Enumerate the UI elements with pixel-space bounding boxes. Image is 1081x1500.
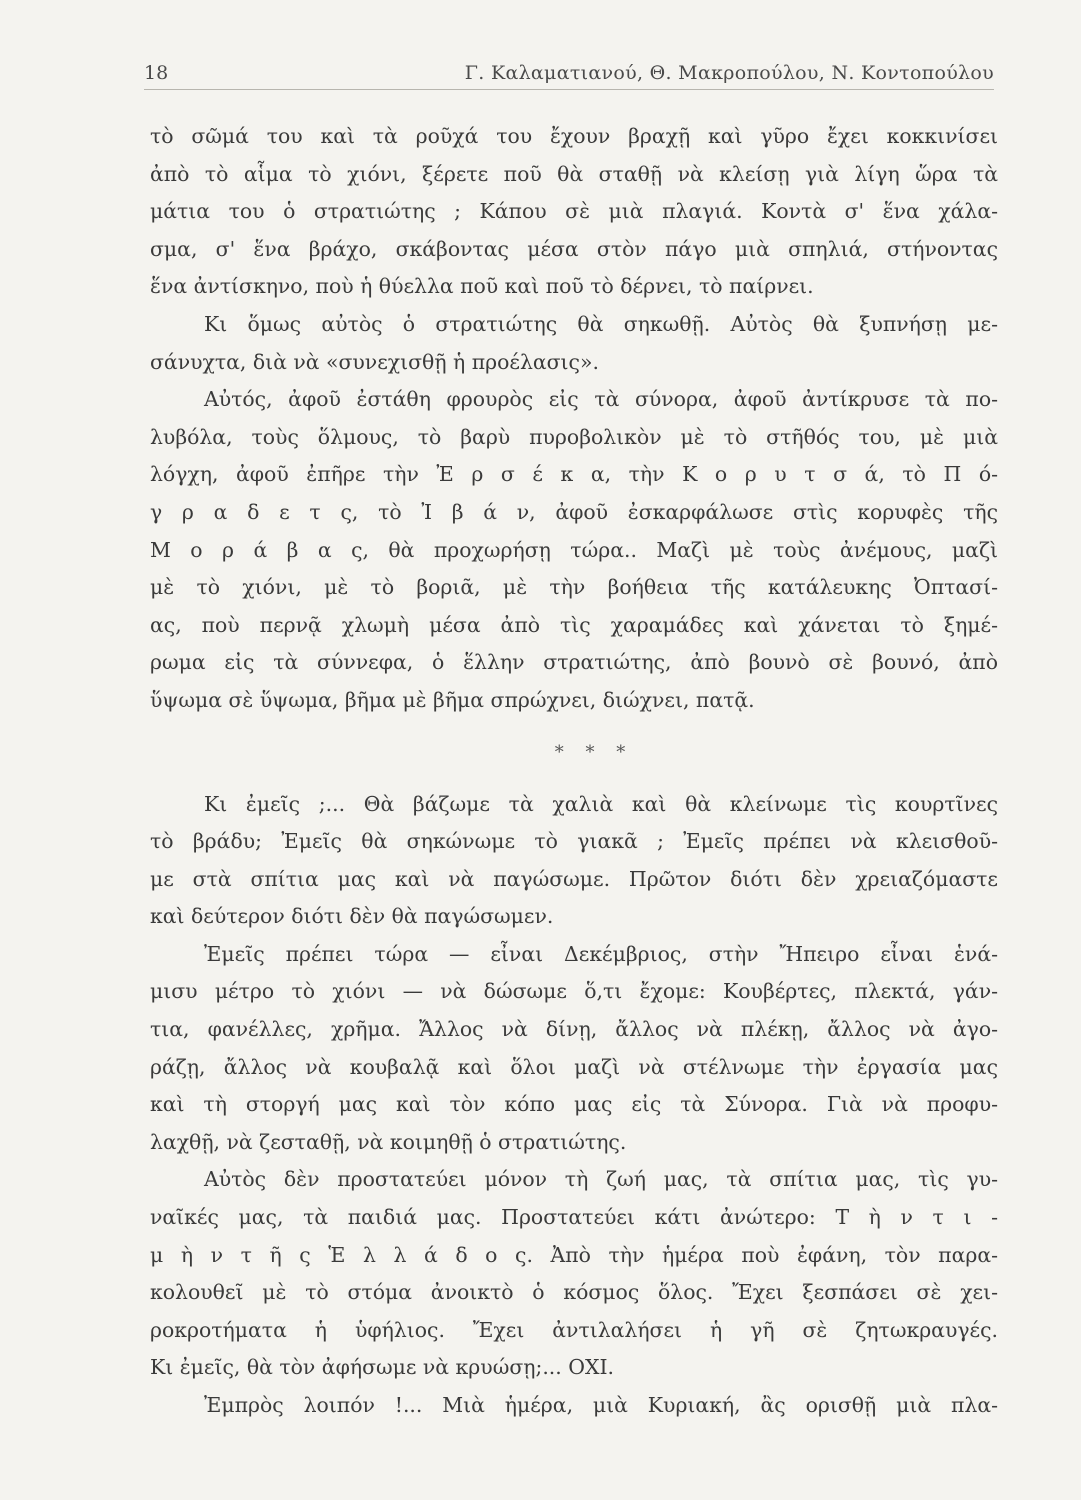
page-number: 18 (144, 62, 169, 84)
text-line: Αὐτός, ἀφοῦ ἐστάθη φρουρὸς εἰς τὰ σύνορα, ἀφοῦ ἀντίκρυσε τὰ πο- (204, 387, 998, 412)
text-line: σμα, σ' ἕνα βράχο, σκάβοντας μέσα στὸν πάγο μιὰ σπηλιά, στήνοντας (150, 236, 998, 261)
text-line: Αὐτὸς δὲν προστατεύει μόνον τὴ ζωή μας, τὰ σπίτια μας, τὶς γυ- (204, 1167, 998, 1192)
body-text (150, 118, 998, 1425)
text-line: Κι ἐμεῖς ;... Θὰ βάζωμε τὰ χαλιὰ καὶ θὰ κλείνωμε τὶς κουρτῖνες (204, 791, 998, 816)
text-line: μισυ μέτρο τὸ χιόνι — νὰ δώσωμε ὅ,τι ἔχομε: Κουβέρτες, πλεκτά, γάν- (150, 979, 998, 1004)
text-line: ὕψωμα σὲ ὕψωμα, βῆμα μὲ βῆμα σπρώχνει, διώχνει, πατᾷ. (150, 687, 755, 712)
text-line: με στὰ σπίτια μας καὶ νὰ παγώσωμε. Πρῶτον διότι δὲν χρειαζόμαστε (150, 866, 998, 891)
text-line: τὸ βράδυ; Ἐμεῖς θὰ σηκώνωμε τὸ γιακᾶ ; Ἐμεῖς πρέπει νὰ κλεισθοῦ- (150, 829, 998, 854)
text-line: καὶ δεύτερον διότι δὲν θὰ παγώσωμεν. (150, 904, 554, 929)
text-line: Ἐμεῖς πρέπει τώρα — εἶναι Δεκέμβριος, στὴν Ἤπειρο εἶναι ἑνά- (204, 941, 998, 966)
text-line: Ἐμπρὸς λοιπόν !... Μιὰ ἡμέρα, μιὰ Κυριακή, ἂς ορισθῇ μιὰ πλα- (204, 1393, 998, 1417)
header-authors: Γ. Καλαματιανού, Θ. Μακροπούλου, Ν. Κοντοπούλου (464, 62, 994, 84)
text-line: ἕνα ἀντίσκηνο, ποὺ ἡ θύελλα ποῦ καὶ ποῦ τὸ δέρνει, τὸ παίρνει. (150, 274, 814, 299)
text-line: ἀπὸ τὸ αἷμα τὸ χιόνι, ξέρετε ποῦ θὰ σταθῇ νὰ κλείσῃ γιὰ λίγη ὥρα τὰ (150, 161, 998, 186)
text-line: σάνυχτα, διὰ νὰ «συνεχισθῇ ἡ προέλασις». (150, 349, 599, 374)
text-line: τια, φανέλλες, χρῆμα. Ἄλλος νὰ δίνῃ, ἄλλος νὰ πλέκῃ, ἄλλος νὰ ἀγο- (150, 1017, 998, 1042)
text-line: Κι ὅμως αὐτὸς ὁ στρατιώτης θὰ σηκωθῇ. Αὐτὸς θὰ ξυπνήσῃ με- (204, 311, 998, 336)
text-line: μ ὴ ν τ ῆ ς Ἑ λ λ ά δ ο ς. Ἀπὸ τὴν ἡμέρα ποὺ ἐφάνη, τὸν παρα- (150, 1242, 998, 1267)
text-line: κολουθεῖ μὲ τὸ στόμα ἀνοικτὸ ὁ κόσμος ὅλος. Ἔχει ξεσπάσει σὲ χει- (150, 1280, 998, 1305)
text-line: ναῖκές μας, τὰ παιδιά μας. Προστατεύει κάτι ἀνώτερο: Τ ὴ ν τ ι - (150, 1205, 998, 1230)
text-line: λυβόλα, τοὺς ὅλμους, τὸ βαρὺ πυροβολικὸν μὲ τὸ στῆθός του, μὲ μιὰ (150, 424, 998, 449)
text-line: ας, ποὺ περνᾷ χλωμὴ μέσα ἀπὸ τὶς χαραμάδες καὶ χάνεται τὸ ξημέ- (150, 612, 998, 637)
text-line: ρωμα εἰς τὰ σύννεφα, ὁ ἕλλην στρατιώτης, ἀπὸ βουνὸ σὲ βουνό, ἀπὸ (150, 650, 998, 675)
running-head (144, 56, 994, 90)
text-line: Κι ἐμεῖς, θὰ τὸν ἀφήσωμε νὰ κρυώσῃ;... ΟΧΙ. (150, 1355, 615, 1380)
text-line: ράζῃ, ἄλλος νὰ κουβαλᾷ καὶ ὅλοι μαζὶ νὰ στέλνωμε τὴν ἐργασία μας (150, 1054, 998, 1079)
text-line: λόγχη, ἀφοῦ ἐπῆρε τὴν Ἐ ρ σ έ κ α, τὴν Κ ο ρ υ τ σ ά, τὸ Π ό- (150, 462, 998, 487)
text-line: τὸ σῶμά του καὶ τὰ ροῦχά του ἔχουν βραχῇ καὶ γῦρο ἔχει κοκκινίσει (150, 124, 998, 148)
section-separator: * * * (554, 741, 634, 763)
header-rule (144, 89, 994, 90)
text-line: καὶ τὴ στοργή μας καὶ τὸν κόπο μας εἰς τὰ Σύνορα. Γιὰ νὰ προφυ- (150, 1092, 998, 1117)
text-line: μάτια του ὁ στρατιώτης ; Κάπου σὲ μιὰ πλαγιά. Κοντὰ σ' ἕνα χάλα- (150, 199, 998, 224)
text-line: γ ρ α δ ε τ ς, τὸ Ἰ β ά ν, ἀφοῦ ἐσκαρφάλωσε στὶς κορυφὲς τῆς (150, 499, 998, 524)
text-line: μὲ τὸ χιόνι, μὲ τὸ βοριᾶ, μὲ τὴν βοήθεια τῆς κατάλευκης Ὀπτασί- (150, 575, 998, 600)
text-line: ροκροτήματα ἡ ὑφήλιος. Ἔχει ἀντιλαλήσει ἡ γῆ σὲ ζητωκραυγές. (150, 1317, 998, 1342)
text-line: λαχθῇ, νὰ ζεσταθῇ, νὰ κοιμηθῇ ὁ στρατιώτης. (150, 1129, 627, 1154)
text-line: Μ ο ρ ά β α ς, θὰ προχωρήσῃ τώρα.. Μαζὶ μὲ τοὺς ἀνέμους, μαζὶ (150, 537, 998, 562)
